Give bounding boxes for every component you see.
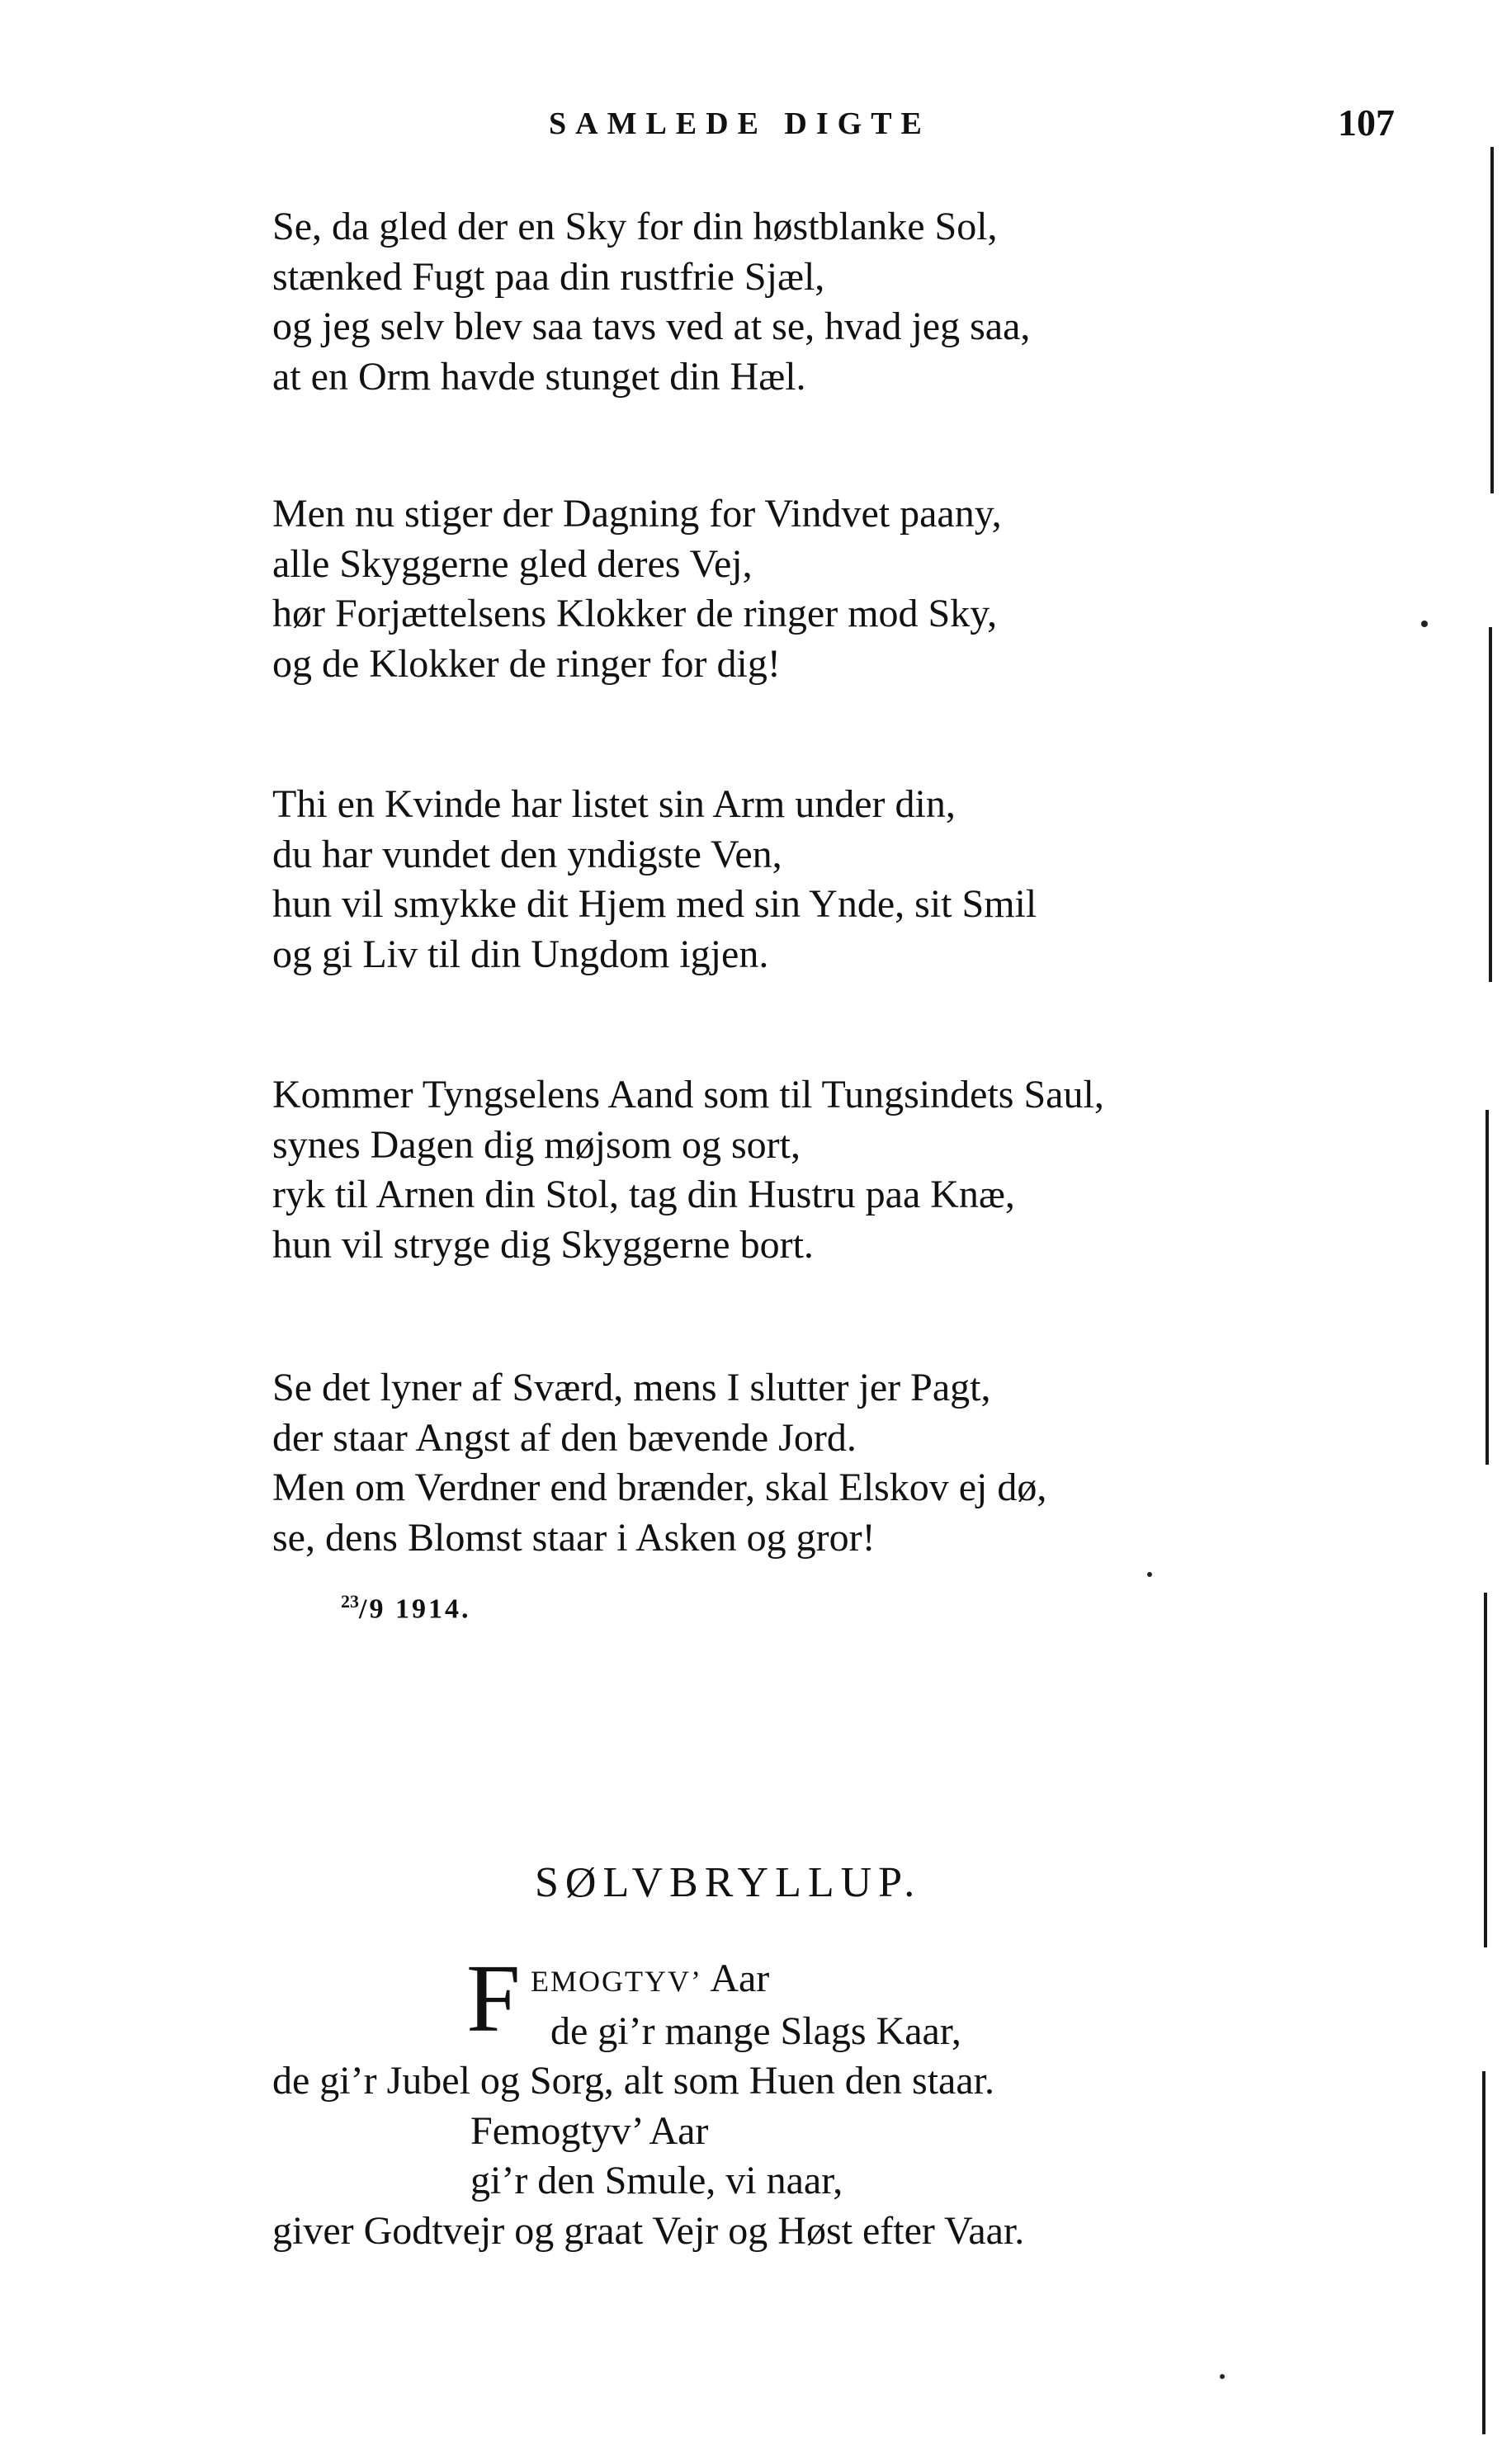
drop-cap: F [466, 1944, 521, 2052]
poem2-body [272, 1944, 1345, 2256]
stanza-3 [272, 780, 1345, 979]
scan-speck [1421, 621, 1428, 627]
verse-line: Thi en Kvinde har listet sin Arm under din, [272, 782, 956, 826]
running-head [272, 101, 1395, 155]
poem-date [341, 1591, 470, 1625]
verse-line: de gi’r Jubel og Sorg, alt som Huen den staar. [272, 2059, 994, 2103]
scan-edge-line [1482, 2071, 1485, 2434]
stanza-2 [272, 489, 1345, 689]
verse-line: der staar Angst af den bævende Jord. [272, 1415, 857, 1460]
verse-line: stænked Fugt paa din rustfrie Sjæl, [272, 254, 825, 299]
scan-edge-line [1485, 1110, 1489, 1465]
verse-line: gi’r den Smule, vi naar, [470, 2159, 843, 2202]
verse-line: du har vundet den yndigste Ven, [272, 832, 782, 876]
date-rest: /9 1914. [359, 1593, 471, 1625]
verse-line: Kommer Tyngselens Aand som til Tungsindets Saul, [272, 1073, 1104, 1116]
verse-line: hun vil smykke dit Hjem med sin Ynde, sit Smil [272, 882, 1037, 926]
verse-line: ryk til Arnen din Stol, tag din Hustru paa Knæ, [272, 1173, 1015, 1216]
scan-edge-line [1489, 627, 1492, 982]
scan-speck [1147, 1572, 1152, 1577]
verse-line: Se det lyner af Sværd, mens I slutter jer Pagt, [272, 1366, 991, 1409]
verse-line: at en Orm havde stunget din Hæl. [272, 354, 806, 399]
verse-line: de gi’r mange Slags Kaar, [550, 2008, 961, 2053]
verse-line: og de Klokker de ringer for dig! [272, 641, 781, 686]
date-day: 23 [341, 1591, 359, 1612]
verse-line: giver Godtvejr og graat Vejr og Høst efter Vaar. [272, 2208, 1025, 2253]
poem-title: SØLVBRYLLUP. [535, 1859, 922, 1906]
verse-line: se, dens Blomst staar i Asken og gror! [272, 1515, 876, 1560]
verse-line: Men om Verdner end brænder, skal Elskov ej dø, [272, 1466, 1047, 1509]
scan-edge-line [1484, 1593, 1487, 1947]
verse-line: synes Dagen dig møjsom og sort, [272, 1122, 801, 1167]
stanza-1 [272, 202, 1345, 402]
verse-line: Se, da gled der en Sky for din høstblanke Sol, [272, 205, 998, 248]
verse-line: alle Skyggerne gled deres Vej, [272, 541, 753, 586]
first-line-tail: Aar [701, 1957, 770, 2000]
first-word-smallcaps: EMOGTYV’ [531, 1965, 702, 1998]
scan-edge-line [1490, 147, 1494, 493]
verse-line: Femogtyv’ Aar [470, 2108, 709, 2153]
running-title: SAMLEDE DIGTE [549, 106, 931, 141]
scan-speck [1220, 2374, 1225, 2379]
verse-line-first [272, 1954, 1345, 2007]
verse-line: Men nu stiger der Dagning for Vindvet paany, [272, 492, 1002, 536]
page-number: 107 [1338, 101, 1395, 144]
verse-line: og gi Liv til din Ungdom igjen. [272, 932, 769, 976]
verse-line: og jeg selv blev saa tavs ved at se, hvad jeg saa, [272, 304, 1031, 348]
stanza-4 [272, 1070, 1345, 1270]
verse-line: hun vil stryge dig Skyggerne bort. [272, 1222, 814, 1267]
stanza-5 [272, 1363, 1345, 1563]
verse-line: hør Forjættelsens Klokker de ringer mod Sky, [272, 592, 998, 635]
